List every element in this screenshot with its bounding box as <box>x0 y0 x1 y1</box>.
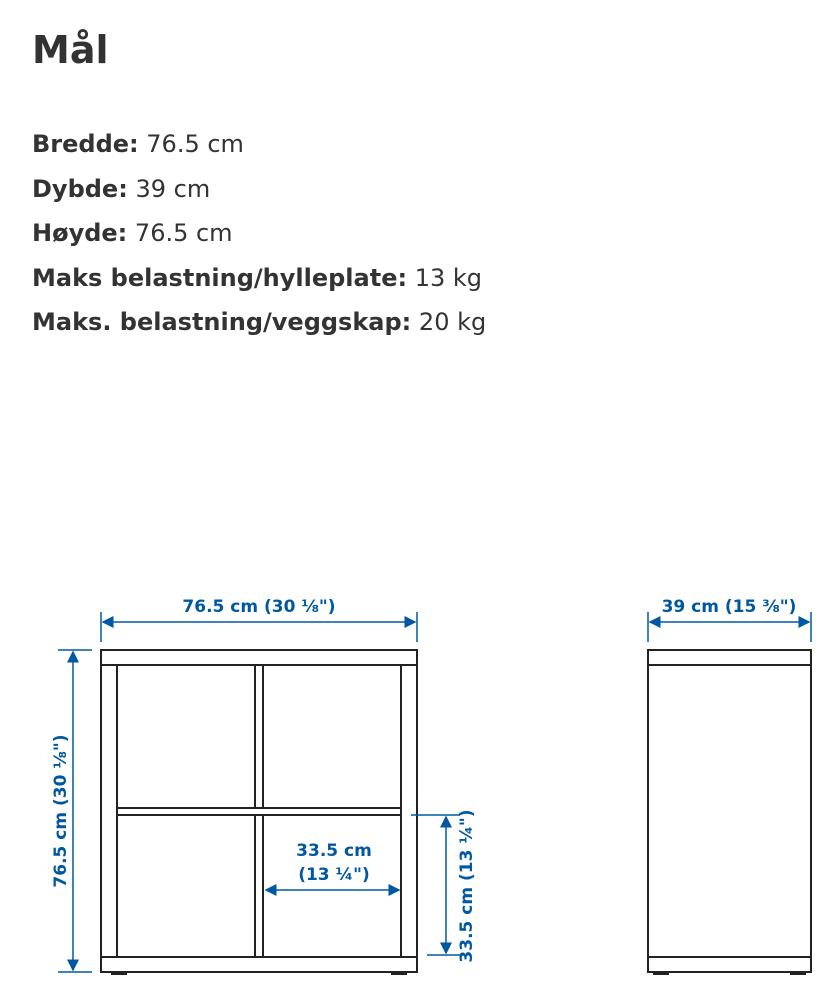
front-view <box>101 650 417 974</box>
foot <box>392 972 406 974</box>
bottom-board <box>101 957 417 972</box>
spec-max-load-wall: Maks. belastning/veggskap: 20 kg <box>32 308 487 336</box>
foot <box>112 972 126 974</box>
inner-width-label-in: (13 ¼") <box>298 865 370 885</box>
width-label: 76.5 cm (30 ⅛") <box>182 597 336 617</box>
side-panel <box>648 650 811 972</box>
spec-height: Høyde: 76.5 cm <box>32 219 233 247</box>
spec-max-load-shelf: Maks belastning/hylleplate: 13 kg <box>32 263 483 292</box>
inner-height-label: 33.5 cm (13 ¼") <box>457 809 477 963</box>
side-view <box>648 650 811 974</box>
spec-width: Bredde: 76.5 cm <box>32 130 244 158</box>
spec-depth: Dybde: 39 cm <box>32 174 211 203</box>
page-title: Mål <box>32 28 109 72</box>
middle-shelf <box>117 808 401 815</box>
depth-label: 39 cm (15 ⅜") <box>661 597 797 617</box>
top-board <box>101 650 417 665</box>
left-side <box>101 665 117 957</box>
height-label: 76.5 cm (30 ⅛") <box>51 734 71 888</box>
inner-width-label-cm: 33.5 cm <box>296 841 372 861</box>
right-side <box>401 665 417 957</box>
